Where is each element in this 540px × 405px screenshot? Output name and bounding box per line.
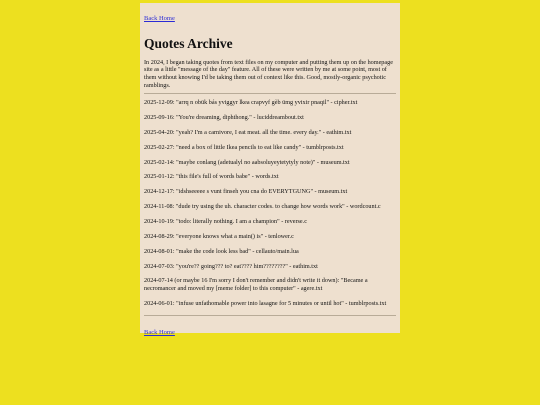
quote-item: 2024-07-14 (or maybe 16 I'm sorry I don't remember and didn't write it down): "Became a necromancer and moved my [meme folder] to this computer" - agere.txt: [144, 277, 368, 292]
quote-item: 2025-04-20: "yeah? I'm a carnivore, I eat meat. all the time. every day." - eathim.txt: [144, 128, 352, 136]
quote-item: 2024-08-01: "make the code look less bad" - cellauto/main.lua: [144, 247, 299, 255]
page-title: Quotes Archive: [144, 36, 233, 51]
intro-paragraph: In 2024, I began taking quotes from text files on my computer and putting them up on the homepage site as a little "message of the day" feature. All of these were written by me at some point, most of them without knowing I'd be taking them out of context like this. Good, mostly-organic psychotic ramblings.: [144, 58, 393, 89]
quote-item: 2025-02-27: "need a box of little Ikea pencils to eat like candy" - tumblrposts.txt: [144, 143, 344, 151]
content-panel: [140, 3, 400, 336]
quote-item: 2025-02-14: "maybe conlang (adetualyl no aabsoluyeytetytyly note)" - museum.txt: [144, 158, 350, 166]
back-home-link-bottom[interactable]: Back Home: [144, 328, 175, 336]
quote-item: 2024-12-17: "idshseeeee s vunt finseh you cna do EVERYTGUNG" - museum.txt: [144, 188, 348, 196]
quote-item: 2025-01-12: "this file's full of words babe" - words.txt: [144, 173, 279, 181]
quote-item: 2024-11-08: "dude try using the uh. character codes. to change how words work" - wordcount.c: [144, 203, 381, 211]
back-home-link-top[interactable]: Back Home: [144, 15, 175, 22]
quote-item: 2024-10-19: "todo: literally nothing. I am a champion" - reverse.c: [144, 217, 307, 225]
quotes-list: [144, 99, 396, 307]
quote-item: 2025-09-16: "You're dreaming, diphthong." - luciddreambout.txt: [144, 113, 304, 121]
divider-top: [144, 93, 396, 94]
quote-item: 2024-08-29: "everyone knows what a main() is" - tenlower.c: [144, 232, 294, 240]
quote-item: 2024-07-03: "you're?? going??? to? eat???? him????????" - eathim.txt: [144, 262, 318, 270]
divider-bottom: [144, 315, 396, 316]
quote-item: 2025-12-09: "arrq n obük bás yviggyr lkea crapvyf gèb ümg yvixir pnaqil" - cipher.txt: [144, 99, 358, 107]
quote-item: 2024-06-01: "infuse unfathomable power into lasagne for 5 minutes or until hot" - tumblrposts.txt: [144, 299, 387, 307]
